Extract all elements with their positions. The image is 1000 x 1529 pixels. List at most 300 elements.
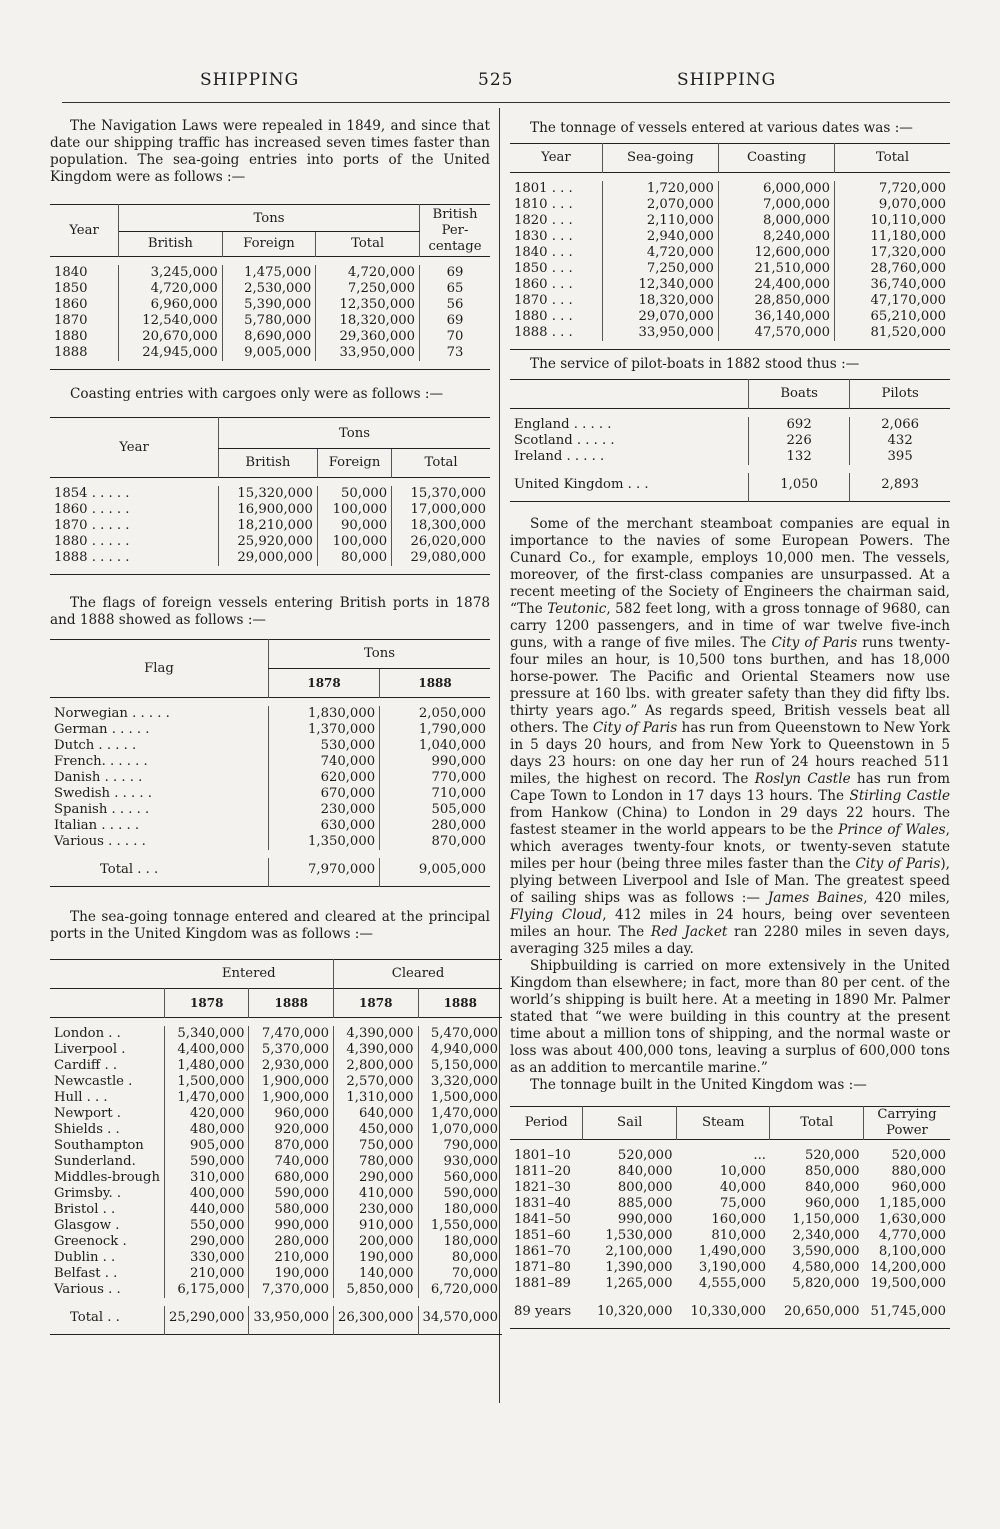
table-row (510, 277, 950, 293)
col-tons: Tons (219, 418, 491, 449)
table-row (50, 329, 490, 345)
table-cell: 6,175,000 (164, 1282, 249, 1298)
table-cell: 17,320,000 (835, 245, 950, 261)
col-entered: Entered (164, 960, 333, 989)
table-cell: 3,590,000 (792, 1244, 860, 1259)
table-cell: 850,000 (804, 1164, 860, 1179)
table-cell: 4,940,000 (430, 1042, 499, 1057)
steamboat-paragraph: Some of the merchant steamboat companies are equal in importance to the navies of some European Powers. The Cunard Co., for example, employs 10,000 men. The vessels, moreover, of the first-class companies are unsurpassed. At a recent meeting of the Society of Engineers the chairman said, “The Teutonic, 582 feet long, with a gross tonnage of 9680, can carry 1200 passengers, and in time of war twelve five-inch guns, with a range of five miles. The City of Paris runs twenty-four miles an hour, is 10,500 tons burthen, and has 18,000 horse-power. The Pacific and Oriental Steamers now use pressure at 160 lbs. with greater safety than they did fifty lbs. thirty years ago.” As regards speed, British vessels beat all others. The City of Paris has run from Queenstown to New York in 5 days 20 hours, and from New York to Queenstown in 5 days 23 hours: on one day her run of 24 hours reached 511 miles, the highest on record. The Roslyn Castle has run from Cape Town to London in 17 days 13 hours. The Stirling Castle from Hankow (China) to London in 29 days 22 hours. The fastest steamer in the world appears to be the Prince of Wales, which averages twenty-four knots, or twenty-seven statute miles per hour (being three miles faster than the City of Paris), plying between Liverpool and Isle of Man. The greatest speed of sailing ships was as follows :— James Baines, 420 miles, Flying Cloud, 412 miles in 24 hours, being over seventeen miles an hour. The Red Jacket ran 2280 miles in seven days, averaging 325 miles a day. (510, 516, 951, 957)
table-cell: 990,000 (617, 1212, 673, 1227)
table-row (50, 518, 490, 534)
table-cell: 1,370,000 (269, 722, 380, 738)
row-label: 1888 . . . . . (54, 550, 130, 565)
shipbuilding-paragraph: Shipbuilding is carried on more extensively in the United Kingdom than elsewhere; in fact, more than 80 per cent. of the world’s shipping is built here. At a meeting in 1890 Mr. Palmer stated that “we were building in this country at the present time about a million tons of shipping, and the normal waste or loss was about 400,000 tons, leaving a surplus of 600,000 tons as an addition to mercantile marine.” (510, 958, 950, 1076)
table-cell: 7,370,000 (249, 1282, 334, 1298)
table-row (50, 1218, 502, 1234)
col-steam: Steam (676, 1107, 770, 1140)
table-cell: 19,500,000 (870, 1276, 946, 1291)
table-row (510, 1212, 950, 1228)
tonnage-table (510, 143, 950, 350)
table-cell: 520,000 (891, 1148, 946, 1163)
table-cell: 2,110,000 (602, 213, 718, 229)
table-row (50, 281, 490, 297)
total-label: Total . . (50, 1306, 164, 1335)
row-label: Various . . (50, 1282, 164, 1298)
col-cleared: Cleared (391, 966, 445, 981)
total-cell: 2,893 (850, 473, 950, 502)
row-label: Norwegian . . . . . (54, 706, 170, 721)
table-cell: 770,000 (431, 770, 486, 785)
table-cell: 6,720,000 (430, 1282, 499, 1297)
table-cell: 80,000 (451, 1250, 499, 1265)
total-cell: 51,745,000 (870, 1304, 946, 1319)
table-row (510, 1180, 950, 1196)
table-cell: 11,180,000 (835, 229, 950, 245)
table-cell: 5,470,000 (430, 1026, 499, 1041)
row-label: 1881–89 (514, 1276, 571, 1291)
total-label: Total . . . (100, 862, 159, 877)
col-cleared-1888: 1888 (443, 996, 477, 1010)
table-cell: 18,300,000 (410, 518, 486, 533)
table-row (50, 550, 490, 566)
table-cell: 290,000 (334, 1170, 419, 1186)
table-cell: 810,000 (711, 1228, 766, 1243)
table-cell: 190,000 (334, 1250, 419, 1266)
table-cell: 905,000 (164, 1138, 249, 1154)
table-cell: 740,000 (249, 1154, 334, 1170)
table-row (510, 1260, 950, 1276)
col-boats: Boats (749, 380, 850, 409)
table-cell: 520,000 (804, 1148, 860, 1163)
row-label: Shields . . (50, 1122, 164, 1138)
col-period: Period (524, 1115, 568, 1130)
row-label: Glasgow . (50, 1218, 164, 1234)
table-cell: 692 (749, 417, 850, 433)
table-cell: 200,000 (334, 1234, 419, 1250)
table-row (50, 722, 490, 738)
row-label: 1870 . . . (514, 293, 573, 308)
row-label: Dutch . . . . . (54, 738, 137, 753)
table-cell: 4,580,000 (792, 1260, 860, 1275)
total-cell: 7,970,000 (269, 858, 380, 887)
table-cell: 7,250,000 (316, 281, 420, 297)
total-cell: 1,050 (749, 473, 850, 502)
table-row (510, 229, 950, 245)
total-row (510, 1300, 950, 1329)
col-percentage: British Per-centage (420, 205, 491, 257)
table-row (50, 738, 490, 754)
table-row (50, 1202, 502, 1218)
col-total: Total (424, 455, 458, 470)
table-cell: 7,720,000 (835, 181, 950, 197)
table-cell: 5,820,000 (792, 1276, 860, 1291)
total-cell: 33,950,000 (249, 1306, 334, 1335)
table-cell: 870,000 (249, 1138, 334, 1154)
table-row (510, 433, 950, 449)
table-row (50, 834, 490, 850)
table-cell: 2,940,000 (602, 229, 718, 245)
table-row (510, 245, 950, 261)
table-cell: 29,080,000 (410, 550, 486, 565)
table-row (50, 1186, 502, 1202)
row-label: Belfast . . (50, 1266, 164, 1282)
table-cell: 310,000 (164, 1170, 249, 1186)
row-label: 1854 . . . . . (54, 486, 130, 501)
table-cell: 5,340,000 (164, 1026, 249, 1042)
row-label: 1880 . . . . . (54, 534, 130, 549)
col-year: Year (119, 439, 149, 455)
row-label: 1860 . . . . . (54, 502, 130, 517)
row-label: 1840 (50, 265, 119, 281)
table-cell: 12,600,000 (718, 245, 834, 261)
table-cell: 28,850,000 (718, 293, 834, 309)
table-cell: 1,310,000 (334, 1090, 419, 1106)
row-label: 1840 . . . (514, 245, 573, 260)
table-row (50, 1042, 502, 1058)
row-label: Swedish . . . . . (54, 786, 152, 801)
table-cell: 4,720,000 (602, 245, 718, 261)
table-cell: 21,510,000 (718, 261, 834, 277)
built-caption: The tonnage built in the United Kingdom was :— (530, 1077, 867, 1093)
table-cell: 190,000 (249, 1266, 334, 1282)
table-cell: 9,070,000 (835, 197, 950, 213)
table-cell: 12,540,000 (119, 313, 223, 329)
table-cell: 480,000 (164, 1122, 249, 1138)
coasting-table (50, 417, 490, 575)
table-row (50, 818, 490, 834)
table-cell: 73 (446, 345, 464, 360)
table-cell: 4,555,000 (698, 1276, 766, 1291)
table-cell: 8,100,000 (878, 1244, 946, 1259)
table-row (50, 297, 490, 313)
table-row (510, 309, 950, 325)
table-cell: 5,150,000 (430, 1058, 499, 1073)
table-cell: 1,490,000 (698, 1244, 766, 1259)
table-cell: 40,000 (719, 1180, 766, 1195)
row-label: 1810 . . . (514, 197, 573, 212)
table-cell: 550,000 (164, 1218, 249, 1234)
row-label: Dublin . . (50, 1250, 164, 1266)
row-label: 1850 . . . (514, 261, 573, 276)
row-label: Various . . . . . (54, 834, 146, 849)
table-cell: 840,000 (617, 1164, 673, 1179)
table-cell: 1,150,000 (792, 1212, 860, 1227)
col-british: British (119, 232, 223, 257)
table-cell: 180,000 (443, 1202, 499, 1217)
table-cell: ... (753, 1148, 766, 1163)
row-label: Danish . . . . . (54, 770, 143, 785)
table-cell: 1,070,000 (430, 1122, 499, 1137)
row-label: 1871–80 (514, 1260, 571, 1275)
pilot-table (510, 379, 950, 502)
table-cell: 910,000 (334, 1218, 419, 1234)
row-label: 1860 (50, 297, 119, 313)
table-cell: 75,000 (719, 1196, 766, 1211)
row-label: Greenock . (50, 1234, 164, 1250)
table-cell: 36,740,000 (835, 277, 950, 293)
table-cell: 100,000 (317, 534, 391, 550)
table-row (50, 1058, 502, 1074)
table-cell: 16,900,000 (219, 502, 318, 518)
col-pilots: Pilots (850, 380, 950, 409)
table-cell: 8,690,000 (222, 329, 315, 345)
table-row (510, 261, 950, 277)
row-label: 1870 . . . . . (54, 518, 130, 533)
table-cell: 10,000 (719, 1164, 766, 1179)
row-label: London . . (50, 1026, 164, 1042)
row-label: Scotland . . . . . (514, 433, 615, 448)
table-row (50, 786, 490, 802)
table-cell: 620,000 (269, 770, 380, 786)
table-row (510, 449, 950, 465)
table-cell: 580,000 (249, 1202, 334, 1218)
table-cell: 1,900,000 (249, 1090, 334, 1106)
col-foreign: Foreign (317, 449, 391, 478)
table-row (50, 1234, 502, 1250)
table-cell: 70,000 (451, 1266, 499, 1281)
flags-table (50, 639, 490, 887)
row-label: Newport . (50, 1106, 164, 1122)
table-row (50, 754, 490, 770)
table-row (50, 265, 490, 281)
table-row (510, 1196, 950, 1212)
table-cell: 24,400,000 (718, 277, 834, 293)
table-cell: 7,000,000 (718, 197, 834, 213)
col-year: Year (50, 205, 119, 257)
table-cell: 990,000 (249, 1218, 334, 1234)
seagoing-entries-table (50, 204, 490, 370)
row-label: 1888 . . . (514, 325, 573, 340)
table-cell: 12,350,000 (316, 297, 420, 313)
table-cell: 100,000 (317, 502, 391, 518)
col-sail: Sail (583, 1107, 677, 1140)
table-cell: 65,210,000 (835, 309, 950, 325)
table-cell: 630,000 (269, 818, 380, 834)
table-cell: 2,100,000 (605, 1244, 673, 1259)
table-row (50, 345, 490, 361)
row-label: Hull . . . (50, 1090, 164, 1106)
table-cell: 560,000 (443, 1170, 499, 1185)
table-cell: 3,190,000 (698, 1260, 766, 1275)
table-cell: 590,000 (164, 1154, 249, 1170)
table-row (510, 1244, 950, 1260)
col-tons: Tons (119, 205, 420, 232)
table-cell: 25,920,000 (219, 534, 318, 550)
table-cell: 590,000 (443, 1186, 499, 1201)
table-cell: 226 (749, 433, 850, 449)
table-cell: 930,000 (443, 1154, 499, 1169)
row-label: Ireland . . . . . (514, 449, 605, 464)
table-cell: 132 (749, 449, 850, 465)
table-cell: 3,245,000 (119, 265, 223, 281)
table-cell: 26,020,000 (410, 534, 486, 549)
total-cell: 9,005,000 (418, 862, 486, 877)
table-cell: 505,000 (431, 802, 486, 817)
row-label: Sunderland. (50, 1154, 164, 1170)
table-cell: 5,370,000 (249, 1042, 334, 1058)
table-cell: 2,050,000 (418, 706, 486, 721)
col-flag: Flag (144, 660, 174, 676)
table-cell: 5,390,000 (222, 297, 315, 313)
table-cell: 69 (446, 265, 464, 280)
table-cell: 230,000 (334, 1202, 419, 1218)
table-cell: 4,390,000 (334, 1042, 419, 1058)
table-cell: 17,000,000 (410, 502, 486, 517)
table-row (510, 1228, 950, 1244)
table-cell: 840,000 (804, 1180, 860, 1195)
row-label: Grimsby. . (50, 1186, 164, 1202)
table-cell: 1,040,000 (418, 738, 486, 753)
table-cell: 1,530,000 (605, 1228, 673, 1243)
row-label: 1861–70 (514, 1244, 571, 1259)
col-total: Total (351, 236, 385, 251)
pilot-caption: The service of pilot-boats in 1882 stood thus :— (530, 356, 860, 372)
table-cell: 80,000 (317, 550, 391, 566)
table-cell: 50,000 (317, 486, 391, 502)
table-cell: 29,360,000 (316, 329, 420, 345)
table-cell: 14,200,000 (870, 1260, 946, 1275)
header-left: SHIPPING (200, 70, 300, 90)
table-cell: 47,570,000 (718, 325, 834, 341)
table-row (510, 213, 950, 229)
total-row (50, 1306, 502, 1335)
table-cell: 70 (446, 329, 464, 344)
table-cell: 440,000 (164, 1202, 249, 1218)
table-row (50, 770, 490, 786)
table-cell: 290,000 (164, 1234, 249, 1250)
right-column (510, 108, 950, 1329)
table-cell: 1,500,000 (164, 1074, 249, 1090)
row-label: 1841–50 (514, 1212, 571, 1227)
col-1878: 1878 (269, 669, 380, 698)
row-label: 1820 . . . (514, 213, 573, 228)
table-cell: 2,800,000 (334, 1058, 419, 1074)
ports-table (50, 959, 502, 1335)
ports-caption: The sea-going tonnage entered and cleared at the principal ports in the United Kingdom was as follows :— (50, 909, 490, 942)
total-cell: 10,330,000 (690, 1304, 766, 1319)
row-label: 1830 . . . (514, 229, 573, 244)
table-cell: 400,000 (164, 1186, 249, 1202)
table-cell: 4,390,000 (334, 1026, 419, 1042)
table-cell: 8,000,000 (718, 213, 834, 229)
total-cell: 26,300,000 (334, 1306, 419, 1335)
table-row (510, 417, 950, 433)
col-coasting: Coasting (718, 144, 834, 173)
table-cell: 1,470,000 (430, 1106, 499, 1121)
table-row (510, 1164, 950, 1180)
table-cell: 530,000 (269, 738, 380, 754)
table-cell: 450,000 (334, 1122, 419, 1138)
row-label: England . . . . . (514, 417, 612, 432)
col-1888: 1888 (418, 676, 452, 690)
total-cell: 20,650,000 (783, 1304, 860, 1319)
table-cell: 1,550,000 (430, 1218, 499, 1233)
table-cell: 960,000 (804, 1196, 860, 1211)
table-cell: 1,630,000 (878, 1212, 946, 1227)
total-cell: 25,290,000 (164, 1306, 249, 1335)
row-label: 1860 . . . (514, 277, 573, 292)
table-cell: 29,070,000 (602, 309, 718, 325)
table-cell: 36,140,000 (718, 309, 834, 325)
table-row (50, 502, 490, 518)
table-cell: 1,900,000 (249, 1074, 334, 1090)
row-label: 1888 (50, 345, 119, 361)
table-cell: 395 (850, 449, 950, 465)
table-cell: 24,945,000 (119, 345, 223, 361)
table-row (50, 313, 490, 329)
table-cell: 90,000 (317, 518, 391, 534)
header-right: SHIPPING (677, 70, 777, 90)
col-year: Year (541, 150, 571, 165)
row-label: 1880 (50, 329, 119, 345)
col-seagoing: Sea-going (602, 144, 718, 173)
table-row (50, 1026, 502, 1042)
col-foreign: Foreign (222, 232, 315, 257)
table-cell: 800,000 (617, 1180, 673, 1195)
coasting-caption: Coasting entries with cargoes only were as follows :— (70, 386, 444, 402)
table-cell: 3,320,000 (430, 1074, 499, 1089)
row-label: 1850 (50, 281, 119, 297)
row-label: 1831–40 (514, 1196, 571, 1211)
row-label: Newcastle . (50, 1074, 164, 1090)
table-cell: 1,480,000 (164, 1058, 249, 1074)
table-row (50, 1266, 502, 1282)
row-label: Southampton (50, 1138, 164, 1154)
table-cell: 8,240,000 (718, 229, 834, 245)
table-cell: 1,830,000 (269, 706, 380, 722)
table-cell: 2,930,000 (249, 1058, 334, 1074)
table-cell: 432 (850, 433, 950, 449)
table-cell: 33,950,000 (602, 325, 718, 341)
table-cell: 9,005,000 (222, 345, 315, 361)
table-cell: 28,760,000 (835, 261, 950, 277)
table-cell: 210,000 (164, 1266, 249, 1282)
header-rule (62, 102, 950, 103)
table-cell: 81,520,000 (835, 325, 950, 341)
table-cell: 7,470,000 (249, 1026, 334, 1042)
table-row (50, 1154, 502, 1170)
table-cell: 160,000 (711, 1212, 766, 1227)
table-cell: 1,475,000 (222, 265, 315, 281)
table-cell: 56 (446, 297, 464, 312)
table-row (50, 1090, 502, 1106)
table-cell: 18,320,000 (316, 313, 420, 329)
row-label: 1821–30 (514, 1180, 571, 1195)
table-row (50, 1106, 502, 1122)
table-cell: 15,320,000 (219, 486, 318, 502)
table-row (50, 1250, 502, 1266)
table-cell: 15,370,000 (410, 486, 486, 501)
table-row (50, 802, 490, 818)
row-label: Italian . . . . . (54, 818, 140, 833)
table-cell: 780,000 (334, 1154, 419, 1170)
col-entered-1888: 1888 (249, 989, 334, 1018)
table-cell: 710,000 (431, 786, 486, 801)
table-row (510, 293, 950, 309)
table-row (50, 1170, 502, 1186)
table-cell: 4,400,000 (164, 1042, 249, 1058)
table-cell: 680,000 (249, 1170, 334, 1186)
table-cell: 2,570,000 (334, 1074, 419, 1090)
table-row (50, 1074, 502, 1090)
table-row (50, 1282, 502, 1298)
table-row (50, 486, 490, 502)
table-row (510, 181, 950, 197)
row-label: 1801–10 (514, 1148, 571, 1163)
row-label: 1801 . . . (514, 181, 573, 196)
table-cell: 1,790,000 (418, 722, 486, 737)
table-cell: 12,340,000 (602, 277, 718, 293)
